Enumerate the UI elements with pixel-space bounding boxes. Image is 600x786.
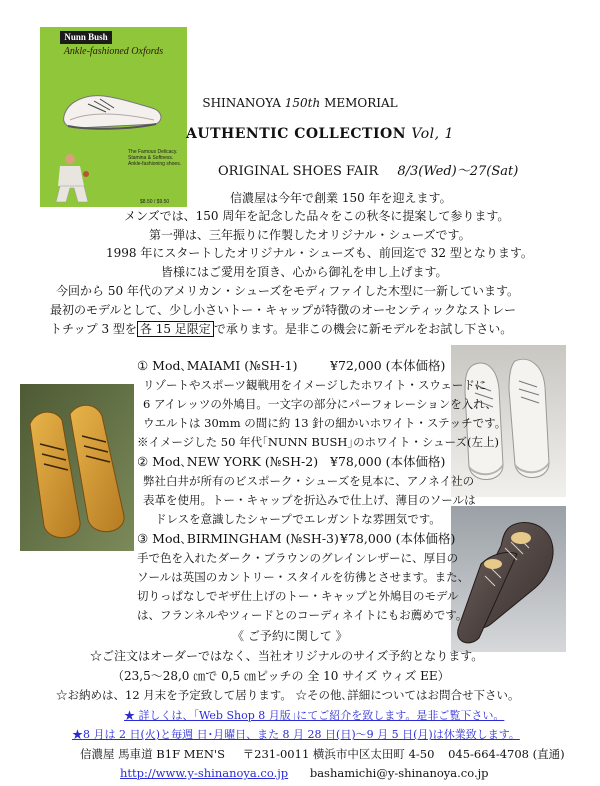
holiday-notice [72, 725, 520, 744]
memorial-line [0, 96, 600, 110]
reservation-line-3: ☆お納めは、12 月末を予定致して居ります。 ☆その他､詳細についてはお問合せ下さい。 [56, 688, 520, 702]
model-2-desc-1: 弊社白井が所有のビスポーク・シューズを見本に、アノネイ社の [143, 474, 475, 488]
store-location: 信濃屋 馬車道 B1F MEN'S [80, 747, 225, 761]
model-1-desc-3: ウエルトは 30mm の間に約 13 針の細かいホワイト・ステッチです。 [143, 416, 507, 430]
poster-price: $8.50 / $9.50 [140, 199, 170, 205]
model-3-price: ¥78,000 (本体価格) [340, 531, 456, 546]
website-link[interactable]: http://www.y-shinanoya.co.jp [120, 766, 289, 780]
intro-line-5: 皆様にはご愛用を頂き、心から御礼を申し上げます。 [161, 265, 448, 279]
reservation-line-2: （23,5～28,0 ㎝で 0,5 ㎝ピッチの 全 10 サイズ ウィズ EE） [112, 669, 450, 683]
memorial-word: MEMORIAL [324, 96, 398, 110]
model-2-title [137, 452, 318, 472]
model-2-price: ¥78,000 (本体価格) [330, 454, 446, 469]
footer-store-line [80, 745, 565, 764]
poster-brand-logo: Nunn Bush [60, 31, 112, 44]
anniversary-number: 150th [284, 96, 321, 110]
fair-name: ORIGINAL SHOES FAIR [218, 164, 379, 179]
nunn-bush-vintage-poster [40, 27, 187, 207]
model-1-price: ¥72,000 (本体価格) [330, 358, 446, 373]
model-1-desc-1: リゾートやスポーツ観戦用をイメージしたホワイト・スウェードに [143, 378, 487, 392]
model-3-desc-2: ソールは英国のカントリー・スタイルを彷彿とさせます。また、 [137, 570, 470, 584]
intro-line-2: メンズでは、150 周年を記念した品々をこの秋冬に提案して参ります。 [124, 209, 510, 223]
email-address[interactable]: bashamichi@y-shinanoya.co.jp [309, 766, 489, 780]
poster-blurb-text: The Famous Delicacy. Stamina & Softness. Ankle-fashioning shoes. [128, 149, 182, 167]
store-address: 〒231-0011 横浜市中区太田町 4-50 [242, 747, 435, 761]
poster-tagline: Ankle-fashioned Oxfords [63, 46, 164, 57]
intro-line-7: 最初のモデルとして、少し小さいトー・キャップが特徴のオーセンティックなストレー [50, 303, 516, 317]
reservation-line-1: ☆ご注文はオーダーではなく、当社オリジナルのサイズ予約となります。 [90, 649, 484, 663]
model-1-note: ※イメージした 50 年代｢NUNN BUSH｣のホワイト・シューズ(左上) [137, 435, 500, 449]
model-1-desc-2: 6 アイレッツの外鳩目。一文字の部分にパーフォレーションを入れ、 [143, 397, 497, 411]
model-3-name: ③ Mod､BIRMINGHAM (№SH-3) [137, 531, 339, 546]
holiday-notice-text: ★8 月は 2 日(火)と毎週 日･月曜日、また 8 月 28 日(日)～9 月 5 日(月)は休業致します。 [72, 728, 520, 741]
model-3-desc-4: は、フランネルやツィードとのコーディネイトにもお薦めです。 [137, 608, 468, 622]
limited-quantity-box: 各 15 足限定 [137, 321, 214, 337]
model-3-desc-1: 手で色を入れたダーク・ブラウンのグレインレザーに、厚目の [137, 551, 459, 565]
fair-title [218, 160, 518, 179]
model-3-desc-3: 切りっぱなしでギザ仕上げのトー・キャップと外鳩目のモデル [137, 589, 459, 603]
intro-line-6: 今回から 50 年代のアメリカン・シューズをモディファイした木型に一新しています。 [56, 284, 520, 298]
web-shop-notice-text: ★ 詳しくは、｢Web Shop 8 月版｣にてご紹介を致します。是非ご覧下さい。 [124, 709, 505, 722]
footer-contact-line [120, 764, 489, 783]
model-1-name: ① Mod､MAIAMI (№SH-1) [137, 358, 298, 373]
model-3-title [137, 529, 339, 549]
intro-line-1: 信濃屋は今年で創業 150 年を迎えます。 [230, 191, 452, 205]
model-2-desc-3: ドレスを意識したシャープでエレガントな雰囲気です。 [155, 512, 441, 526]
collection-volume: Vol, 1 [411, 126, 454, 142]
store-name: SHINANOYA [202, 96, 281, 110]
intro-line-8-start: トチップ 3 型を [50, 322, 137, 336]
fair-dates: 8/3(Wed)～27(Sat) [397, 164, 519, 179]
web-shop-notice [124, 706, 504, 725]
model-1-title [137, 356, 297, 376]
model-2-desc-2: 表革を使用。トー・キャップを折込みで仕上げ、薄目のソールは [143, 493, 476, 507]
collection-name: AUTHENTIC COLLECTION [186, 126, 407, 142]
tan-shoes-image [20, 384, 134, 551]
model-2-name: ② Mod､NEW YORK (№SH-2) [137, 454, 319, 469]
intro-line-8-end: で承ります。是非この機会に新モデルをお試し下さい。 [213, 322, 513, 336]
intro-line-3: 第一弾は、三年振りに作製したオリジナル・シューズです。 [149, 228, 471, 242]
reservation-heading: 《 ご予約に関して 》 [232, 629, 348, 643]
collection-title [0, 126, 600, 142]
poster-man-illustration [54, 152, 94, 204]
store-phone: 045-664-4708 (直通) [448, 747, 565, 761]
intro-line-8 [50, 320, 512, 338]
photo-tan-calf-shoes [20, 384, 134, 551]
intro-line-4: 1998 年にスタートしたオリジナル・シューズも、前回迄で 32 型となります。 [106, 246, 533, 260]
